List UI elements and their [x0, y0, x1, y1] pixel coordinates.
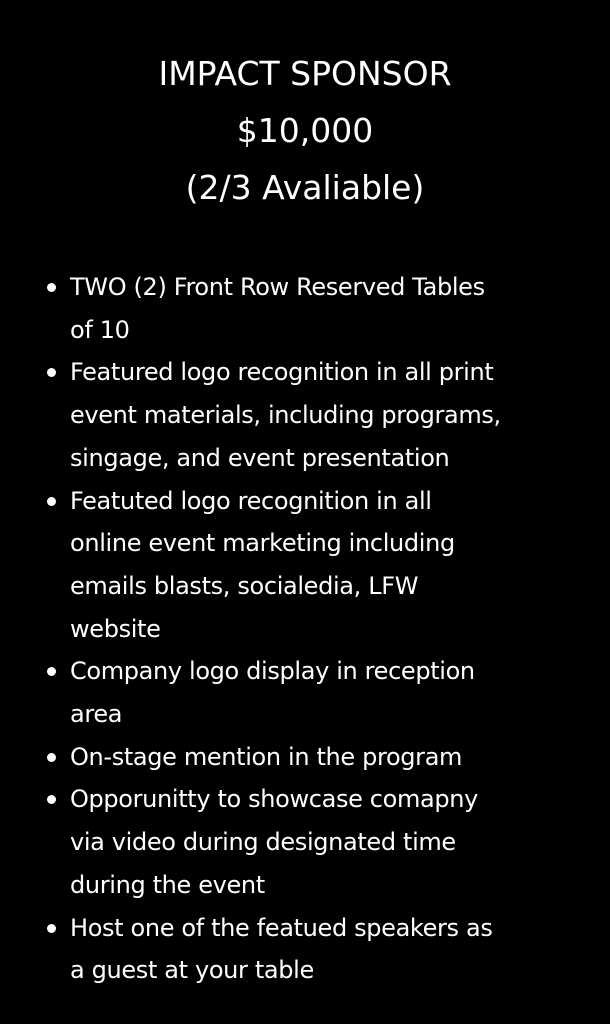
- bullet-icon: [47, 368, 56, 377]
- bullet-icon: [47, 283, 56, 292]
- benefit-text-line: Featuted logo recognition in all: [70, 486, 432, 515]
- bullet-icon: [47, 497, 56, 506]
- benefits-list: [0, 266, 610, 992]
- tier-price: $10,000: [236, 111, 374, 150]
- benefit-text-line: during the event: [70, 870, 265, 899]
- benefit-text-line: of 10: [70, 315, 130, 344]
- benefit-text-line: Company logo display in reception: [70, 657, 475, 686]
- sponsor-header: [0, 45, 610, 216]
- benefit-text-line: Opporunitty to showcase comapny: [70, 785, 478, 814]
- benefit-item: [0, 351, 610, 479]
- benefit-text-line: emails blasts, socialedia, LFW: [70, 571, 419, 600]
- bullet-icon: [47, 924, 56, 933]
- benefit-item: [0, 480, 610, 651]
- benefit-text-line: online event marketing including: [70, 529, 455, 558]
- benefit-text-line: Featured logo recognition in all print: [70, 358, 494, 387]
- benefit-text-line: via video during designated time: [70, 828, 456, 857]
- benefit-item: [0, 266, 610, 351]
- benefit-text-line: event materials, including programs,: [70, 401, 501, 430]
- benefit-item: [0, 907, 610, 992]
- tier-availability: (2/3 Avaliable): [185, 168, 425, 207]
- benefit-text-line: On-stage mention in the program: [70, 742, 463, 771]
- benefit-item: [0, 778, 610, 906]
- bullet-icon: [47, 667, 56, 676]
- benefit-text-line: website: [70, 614, 161, 643]
- benefit-text-line: Host one of the featued speakers as: [70, 913, 493, 942]
- benefit-text-line: area: [70, 700, 123, 729]
- benefit-item: [0, 736, 610, 779]
- benefit-item: [0, 650, 610, 735]
- benefit-text-line: singage, and event presentation: [70, 443, 450, 472]
- benefit-text-line: TWO (2) Front Row Reserved Tables: [70, 273, 485, 301]
- bullet-icon: [47, 795, 56, 804]
- tier-title: IMPACT SPONSOR: [158, 54, 452, 93]
- benefit-text-line: a guest at your table: [70, 956, 314, 985]
- bullet-icon: [47, 753, 56, 762]
